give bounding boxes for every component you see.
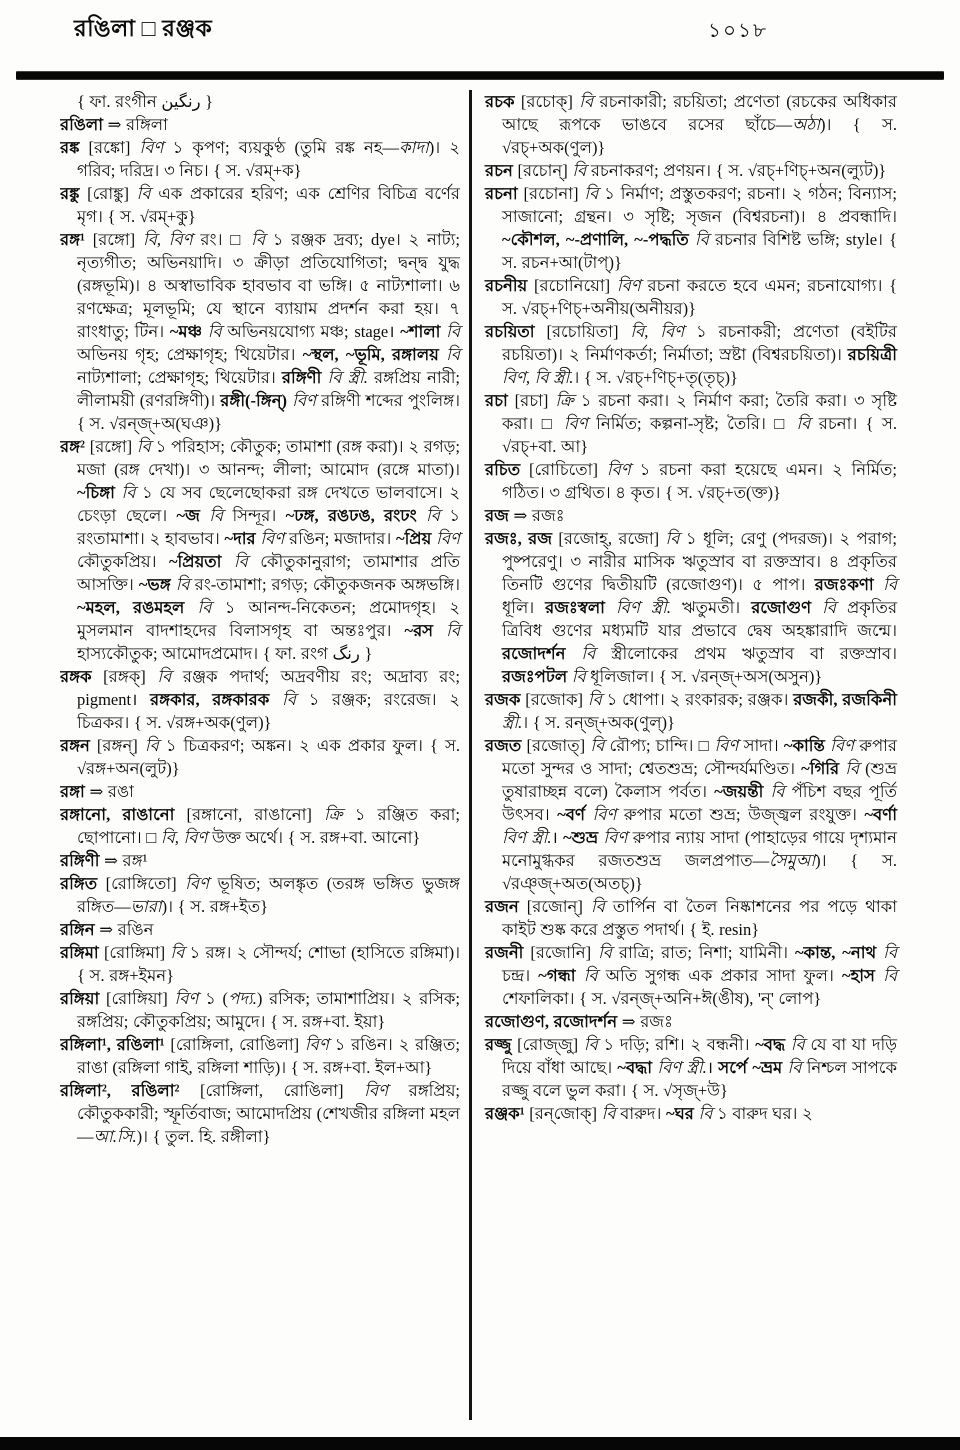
dictionary-entry: রচনা [রচোনা] বি ১ নির্মাণ; প্রস্তুতকরণ; রচনা। ২ গঠন; বিন্যাস; সাজানো; গ্রন্থন। ৩ সৃষ্টি; সৃজন (বিশ্বরচনা)। ৪ প্রবন্ধাদি। ~কৌশল, ~-প্রণালি, ~-পদ্ধতি বি রচনার বিশিষ্ট ভঙ্গি; style। { স. রচন+আ(টাপ্)}	[485, 184, 897, 272]
page-header	[74, 10, 944, 56]
dictionary-entry: রচন [রচোন্] বি রচনাকরণ; প্রণয়ন। { স. √রচ্+ণিচ্+অন(ল্যুট)}	[485, 161, 887, 180]
dictionary-entry: রঙ্গা ⇒ রঙা	[60, 782, 134, 801]
dictionary-entry: রজ ⇒ রজঃ	[485, 506, 565, 525]
dictionary-entry: রঙিলা ⇒ রঙ্গিলা	[60, 115, 168, 134]
dictionary-entry: রঞ্জক¹ [রন্‌জোক্] বি বারুদ। ~ঘর বি ১ বারুদ ঘর। ২	[485, 1104, 813, 1123]
bottom-scan-band	[0, 1437, 960, 1450]
left-column	[60, 90, 469, 1420]
dictionary-entry: রঙ্গ² [রঙ্গো] বি ১ পরিহাস; কৌতুক; তামাশা (রঙ্গ করা)। ২ রগড়; মজা (রঙ্গ দেখা)। ৩ আনন্দ; লীলা; আমোদ (রঙ্গে মাতা)। ~চিঙ্গা বি ১ যে সব ছেলেছোকরা রঙ্গ দেখতে ভালবাসে। ২ চেংড়া ছেলে। ~জ বি সিন্দূর। ~ঢঙ্গ, রঙঢঙ, রংঢং বি ১ রংতামাশা। ২ হাবভাব। ~দার বিণ রঙিন; মজাদার। ~প্রিয় বিণ কৌতুকপ্রিয়। ~প্রিয়তা বি কৌতুকানুরাগ; তামাশার প্রতি আসক্তি। ~ভঙ্গ বি রং-তামাশা; রগড়; কৌতুকজনক অঙ্গভঙ্গি। ~মহল, রঙমহল বি ১ আনন্দ-নিকেতন; প্রমোদগৃহ। ২ মুসলমান বাদশাহদের বিলাসগৃহ বা অন্তঃপুর। ~রস বি হাস্যকৌতুক; আমোদপ্রমোদ। { ফা. রংগ رنگ }	[60, 437, 461, 663]
dictionary-entry: রজক [রজোক] বি ১ ধোপা। ২ রংকারক; রঞ্জক। রজকী, রজকিনী স্ত্রী.। { স. রন্‌জ্+অক(ণুল্)}	[485, 690, 897, 732]
dictionary-entry: রঙ্গানো, রাঙানো [রঙ্গানো, রাঙানো] ক্রি ১ রঞ্জিত করা; ছোপানো। □ বি, বিণ উক্ত অর্থে। { স. রঙ্গ+বা. আনো}	[60, 805, 460, 847]
dictionary-entry: রঙ্গিলা², রঙিলা² [রোঙ্গিলা, রোঙিলা] বিণ রঙ্গপ্রিয়; কৌতুককারী; স্ফূর্তিবাজ; আমোদপ্রিয় (শেখজীর রঙ্গিলা মহল—আ.সি.)। { তুল. হি. রঙ্গীলা}	[60, 1081, 460, 1146]
page-number: ১০১৮	[708, 20, 768, 42]
dictionary-entry: রচনীয় [রচোনিয়ো] বিণ রচনা করতে হবে এমন; রচনাযোগ্য। { স. √রচ্+ণিচ্+অনীয়(অনীয়র)}	[485, 276, 898, 318]
dictionary-entry: রঙ্গন [রঙ্গন্] বি ১ চিত্রকরণ; অঙ্কন। ২ এক প্রকার ফুল। { স. √রঙ্গ+অন(লুট)}	[60, 736, 460, 778]
dictionary-entry: রজন [রজোন্] বি তার্পিন বা তৈল নিষ্কাশনের পর পড়ে থাকা কাইট শুষ্ক করে প্রস্তুত পদার্থ। { ই. resin}	[485, 897, 898, 939]
dictionary-entry: রঙ্ক [রঙ্কো] বিণ ১ কৃপণ; ব্যয়কুণ্ঠ (তুমি রঙ্ক নহ—কাদা)। ২ গরিব; দরিদ্র। ৩ নিচ। { স. √রম্+ক}	[60, 138, 460, 180]
dictionary-entry: রজঃ, রজ [রজোহ্, রজো] বি ১ ধূলি; রেণু (পদরজ)। ২ পরাগ; পুষ্পরেণু। ৩ নারীর মাসিক ঋতুস্রাব বা রক্তস্রাব। ৪ প্রকৃতির তিনটি গুণের দ্বিতীয়টি (রজোগুণ)। ৫ পাপ। রজঃকণা বি ধূলি। রজঃস্বলা বিণ স্ত্রী. ঋতুমতী। রজোগুণ বি প্রকৃতির ত্রিবিধ গুণের মধ্যমটি যার প্রভাবে দ্বেষ অহঙ্কারাদি জন্মে। রজোদর্শন বি স্ত্রীলোকের প্রথম ঋতুস্রাব বা রক্তস্রাব। রজঃপটল বি ধূলিজাল। { স. √রন্‌জ্+অস(অসুন)}	[485, 529, 898, 686]
dictionary-entry: রঙ্গিণী ⇒ রঙ্গ¹	[60, 851, 148, 870]
right-column	[472, 90, 897, 1420]
dictionary-entry: রচক [রচোক্] বি রচনাকারী; রচয়িতা; প্রণেতা (রচকের অধিকার আছে রূপকে ভাঙবে রসের ছাঁচে—অঠা)। { স. √রচ্+অক(ণুল)}	[485, 92, 898, 157]
dictionary-entry: রজোগুণ, রজোদর্শন ⇒ রজঃ	[485, 1012, 673, 1031]
dictionary-entry: রচা [রচা] ক্রি ১ রচনা করা। ২ নির্মাণ করা; তৈরি করা। ৩ সৃষ্টি করা। □ বিণ নির্মিত; কল্পনা-সৃষ্ট; তৈরি। □ বি রচনা। { স. √রচ্+বা. আ}	[485, 391, 897, 456]
columns-container	[60, 90, 910, 1420]
dictionary-entry: রঙ্কু [রোঙ্কু] বি এক প্রকারের হরিণ; এক শ্রেণির বিচিত্র বর্ণের মৃগ। { স. √রম্+কু}	[60, 184, 460, 226]
dictionary-entry: রঙ্গিন ⇒ রঙিন	[60, 920, 154, 939]
dictionary-entry: { ফা. রংগীন رنگين }	[77, 92, 214, 111]
dictionary-entry: রঙ্গ¹ [রঙ্গো] বি, বিণ রং। □ বি ১ রঞ্জক দ্রব্য; dye। ২ নাট্য; নৃত্যগীত; অভিনয়াদি। ৩ ক্রীড়া প্রতিযোগিতা; দ্বন্দ্ব যুদ্ধ (রঙ্গভূমি)। ৪ অস্বাভাবিক হাবভাব বা ভঙ্গি। ৫ নাট্যশালা। ৬ রণক্ষেত্র; মূলভূমি; যে স্থানে ব্যায়াম প্রদর্শন করা হয়। ৭ রাংধাতু; টিন। ~মঞ্চ বি অভিনয়যোগ্য মঞ্চ; stage। ~শালা বি অভিনয় গৃহ; প্রেক্ষাগৃহ; থিয়েটার। ~স্থল, ~ভূমি, রঙ্গালয় বি নাট্যশালা; প্রেক্ষাগৃহ; থিয়েটার। রঙ্গিণী বি স্ত্রী. রঙ্গপ্রিয় নারী; লীলাময়ী (রণরঙ্গিণী)। রঙ্গী(-ঙ্গিন্) বিণ রঙ্গিণী শব্দের পুংলিঙ্গ। { স. √রন্‌জ্+অ(ঘঞ)}	[60, 230, 461, 433]
header-rule	[16, 72, 944, 79]
guide-words: রঙিলা □ রঞ্জক	[74, 16, 213, 41]
dictionary-entry: রঙ্গিলা¹, রঙিলা¹ [রোঙ্গিলা, রোঙিলা] বিণ ১ রঙিন। ২ রঞ্জিত; রাঙা (রঙ্গিলা গাই, রঙ্গিলা শাড়ি)। { স. রঙ্গ+বা. ইল+আ}	[60, 1035, 460, 1077]
dictionary-entry: রজ্জু [রোজ্‌জু] বি ১ দড়ি; রশি। ২ বন্ধনী। ~বদ্ধ বি যে বা যা দড়ি দিয়ে বাঁধা আছে। ~বদ্ধা বিণ স্ত্রী.। সর্পে ~ভ্রম বি নিশ্চল সাপকে রজ্জু বলে ভুল করা। { স. √সৃজ্+উ}	[485, 1035, 898, 1100]
dictionary-entry: রজত [রজোত্] বি রৌপ্য; চান্দি। □ বিণ সাদা। ~কান্তি বিণ রুপার মতো সুন্দর ও সাদা; শ্বেতশুভ্র; সৌন্দর্যমণ্ডিত। ~গিরি বি (শুভ্র তুষারাচ্ছন্ন বলে) কৈলাস পর্বত। ~জয়ন্তী বি পঁচিশ বছর পূর্তি উৎসব। ~বর্ণ বিণ রুপার মতো শুভ্র; উজ্জ্বল রংযুক্ত। ~বর্ণা বিণ স্ত্রী.। ~শুভ্র বিণ রুপার ন্যায় সাদা (পাহাড়ের গায়ে দৃশ্যমান মনোমুগ্ধকর রজতশুভ্র জলপ্রপাত—সৈমুআ)। { স. √রঞ্জ্+অত(অতচ্)}	[485, 736, 898, 893]
dictionary-entry: রচিত [রোচিতো] বিণ ১ রচনা করা হয়েছে এমন। ২ নির্মিত; গঠিত। ৩ গ্রথিত। ৪ কৃত। { স. √রচ্+ত(ক্ত)}	[485, 460, 898, 502]
dictionary-entry: রঙ্গিত [রোঙ্গিতো] বিণ ভূষিত; অলঙ্কৃত (তরঙ্গ ভঙ্গিত ভুজঙ্গ রঙ্গিত—ভারা)। { স. রঙ্গ+ইত}	[60, 874, 460, 916]
dictionary-entry: রচয়িতা [রচোয়িতা] বি, বিণ ১ রচনাকরী; প্রণেতা (বইটির রচয়িতা)। ২ নির্মাণকর্তা; নির্মাতা; স্রষ্টা (বিশ্বরচয়িতা)। রচয়িত্রী বিণ, বি স্ত্রী.। { স. √রচ্+ণিচ্+তৃ(তৃচ্)}	[485, 322, 897, 387]
dictionary-entry: রজনী [রজোনি] বি রাত্রি; রাত; নিশা; যামিনী। ~কান্ত, ~নাথ বি চন্দ্র। ~গন্ধা বি অতি সুগন্ধ এক প্রকার সাদা ফুল। ~হাস বি শেফালিকা। { স. √রন্‌জ্+অনি+ঈ(ঙীষ), 'ন্' লোপ}	[485, 943, 898, 1008]
dictionary-entry: রঙ্গিমা [রোঙ্গিমা] বি ১ রঙ্গ। ২ সৌন্দর্য; শোভা (হাসিতে রঙ্গিমা)। { স. রঙ্গ+ইমন}	[60, 943, 461, 985]
dictionary-entry: রঙ্গক [রঙ্গক্] বি রঞ্জক পদার্থ; অদ্রবণীয় রং; অদ্রাব্য রং; pigment। রঙ্গকার, রঙ্গকারক বি ১ রঞ্জক; রংরেজ। ২ চিত্রকর। { স. √রঙ্গ+অক(ণুল)}	[60, 667, 461, 732]
dictionary-entry: রঙ্গিয়া [রোঙ্গিয়া] বিণ ১ (পদ্য.) রসিক; তামাশাপ্রিয়। ২ রসিক; রঙ্গপ্রিয়; কৌতুকপ্রিয়; আমুদে। { স. রঙ্গ+বা. ইয়া}	[60, 989, 461, 1031]
